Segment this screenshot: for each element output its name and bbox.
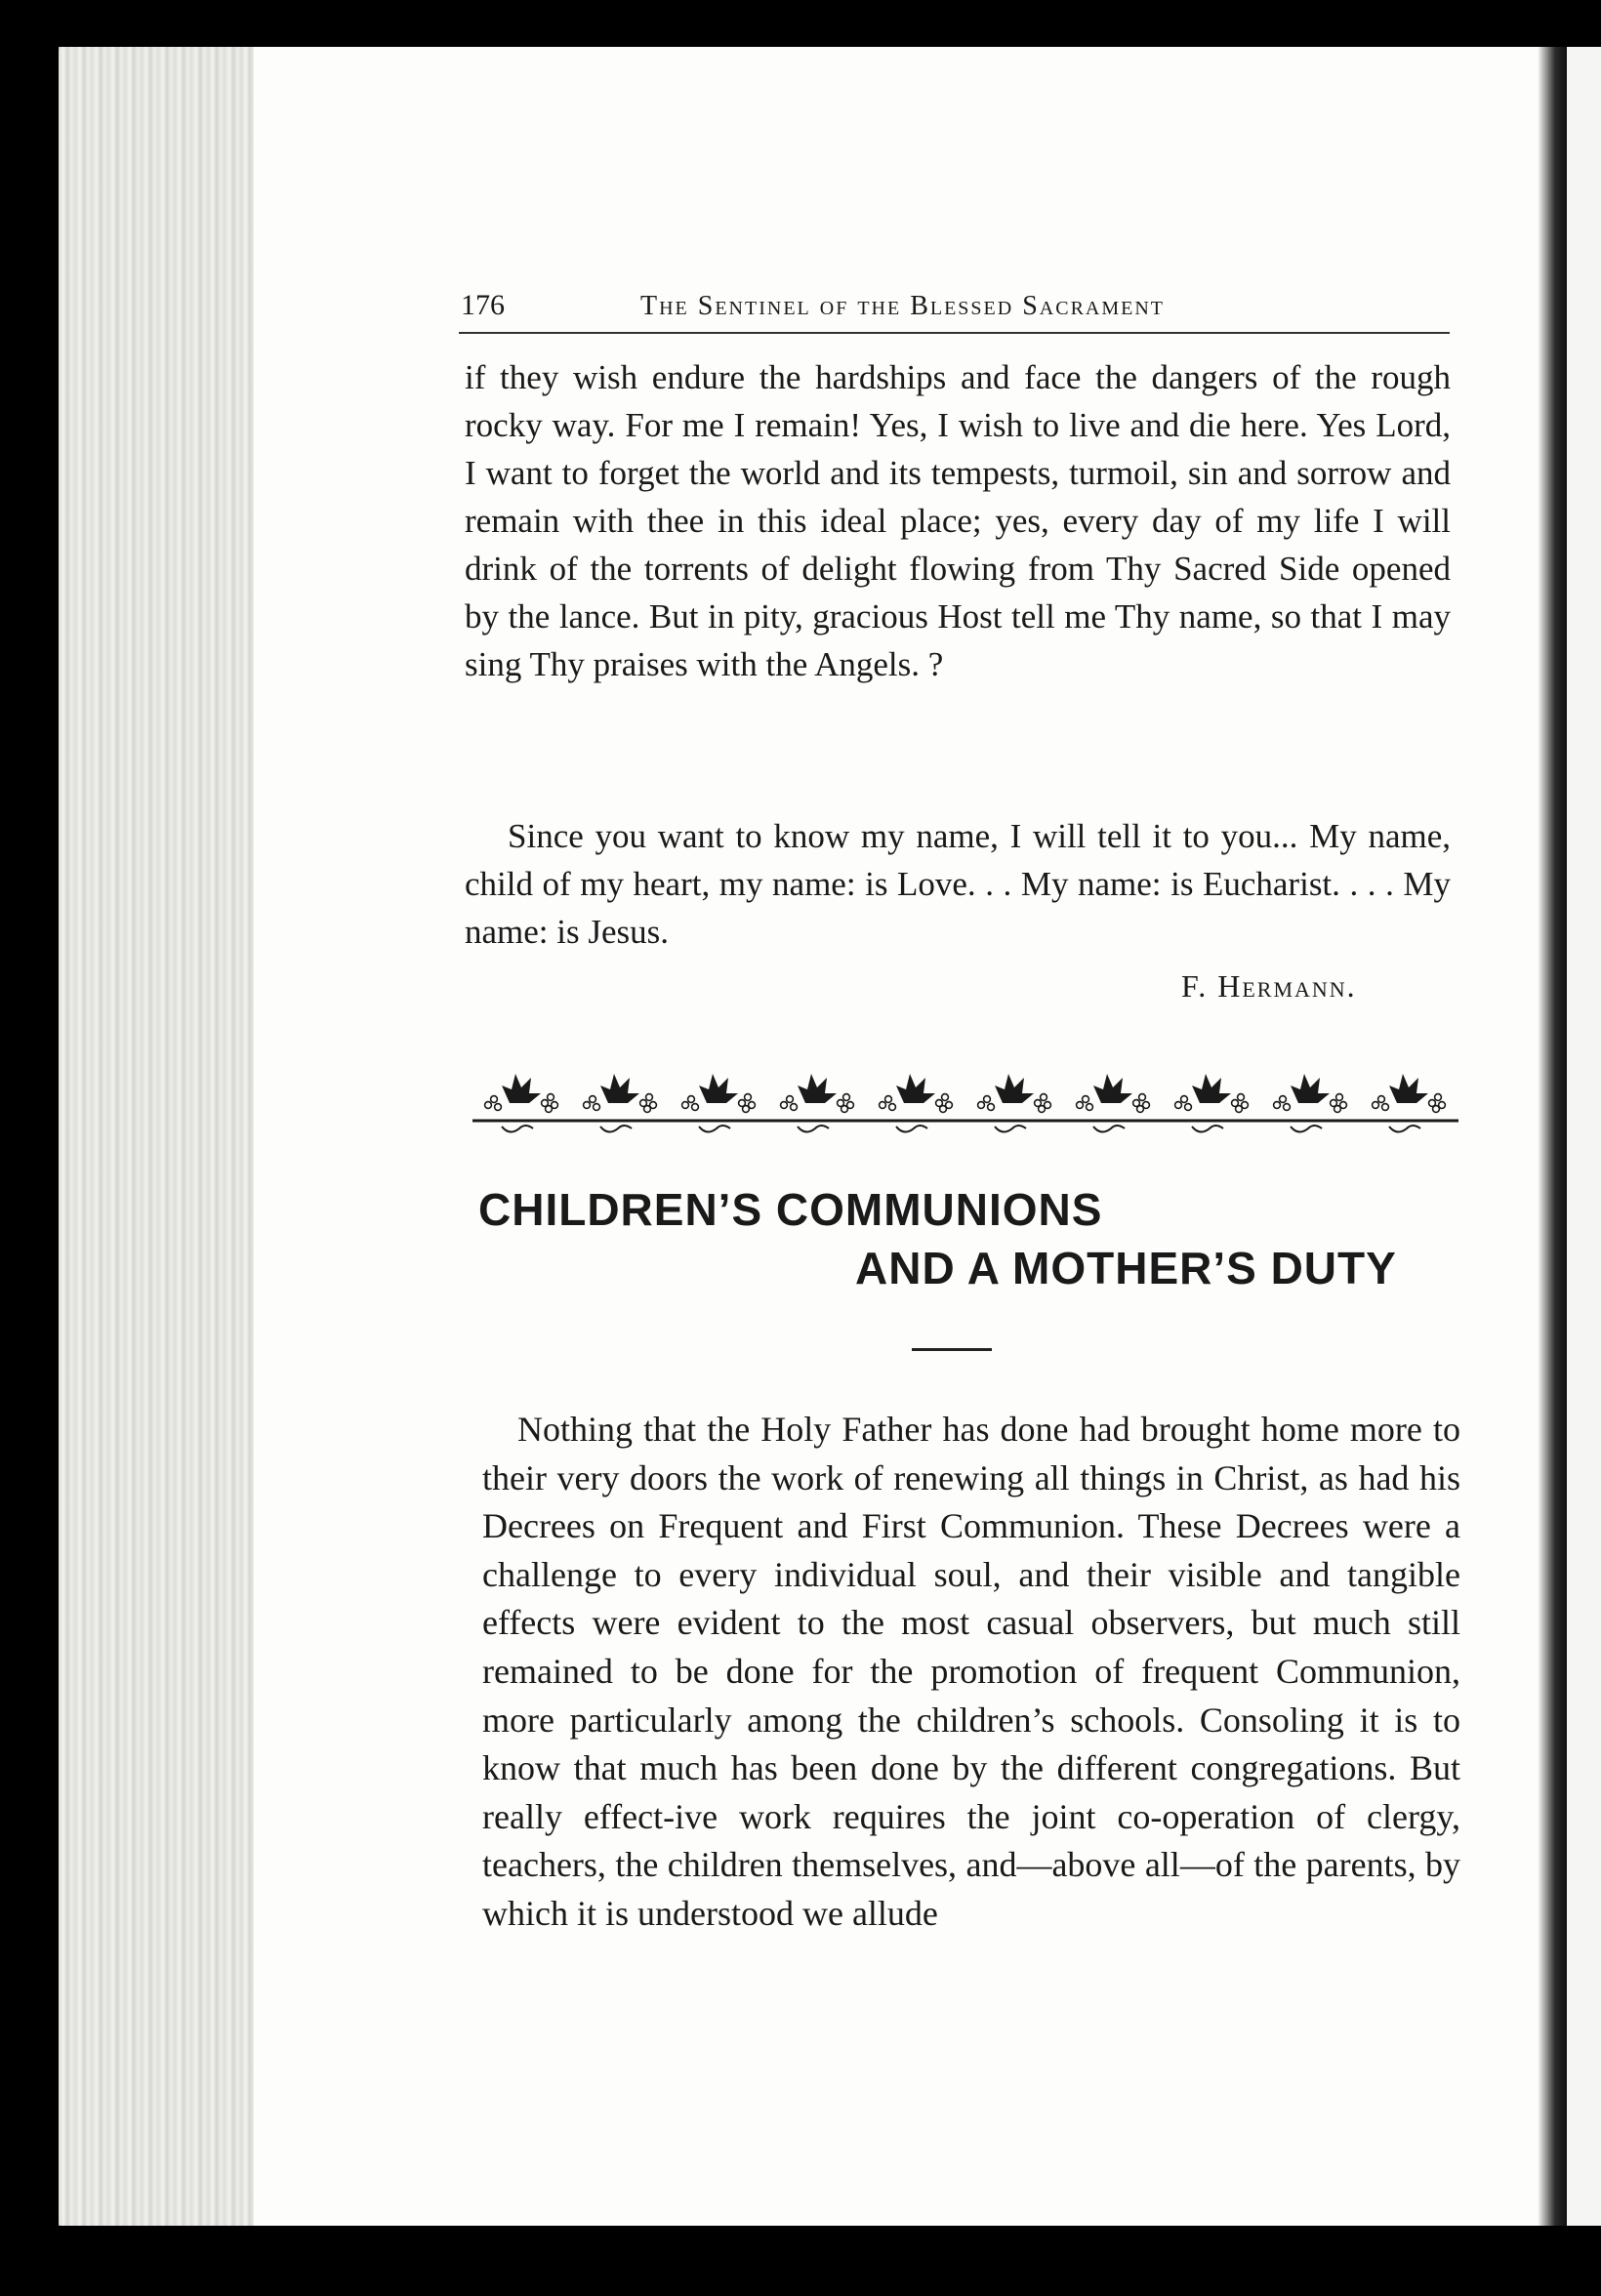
facing-page-fragment xyxy=(1578,1562,1584,1591)
facing-page-edge xyxy=(1567,47,1601,2226)
running-header xyxy=(459,289,1450,334)
grape-vine-border-icon xyxy=(472,1064,1458,1142)
article-paragraph: Nothing that the Holy Father has done had brought home more to their very doors the work of renewing all things in Christ, as had his Decrees on Frequent and First Communion. These Decrees were a challenge to every individual soul, and their visible and tangible effects were evident to the most casual observers, but much still remained to be done for the promotion of frequent Communion, more particularly among the children’s schools. Consoling it is to know that much has been done by the different congregations. But really effect-ive work requires the joint co-operation of clergy, teachers, the children themselves, and—above all—of the parents, by which it is understood we allude xyxy=(482,1410,1460,1933)
body-paragraph-2: Since you want to know my name, I will tell it to you... My name, child of my heart, my name: is Love. . . My name: is Eucharist. . . . My name: is Jesus. xyxy=(465,817,1451,951)
article-title-line-2: AND A MOTHER’S DUTY xyxy=(855,1243,1397,1293)
article-title-line-1: CHILDREN’S COMMUNIONS xyxy=(478,1184,1103,1235)
body-paragraph-1: if they wish endure the hardships and face the dangers of the rough rocky way. For me I remain! Yes, I wish to live and die here. Yes Lord, I want to forget the world and its tempests, turmoil, sin and sorrow and remain with thee in this ideal place; yes, every day of my life I will drink of the torrents of delight flowing from Thy Sacred Side opened by the lance. But in pity, gracious Host tell me Thy name, so that I may sing Thy praises with the Angels. ? xyxy=(465,358,1451,683)
page-number: 176 xyxy=(461,289,505,321)
title-rule xyxy=(912,1348,992,1351)
gutter-shadow xyxy=(1538,47,1567,2226)
running-title: The Sentinel of the Blessed Sacrament xyxy=(640,291,1166,321)
page-edges xyxy=(59,47,254,2226)
author-signature: F. Hermann. xyxy=(1181,968,1357,1004)
